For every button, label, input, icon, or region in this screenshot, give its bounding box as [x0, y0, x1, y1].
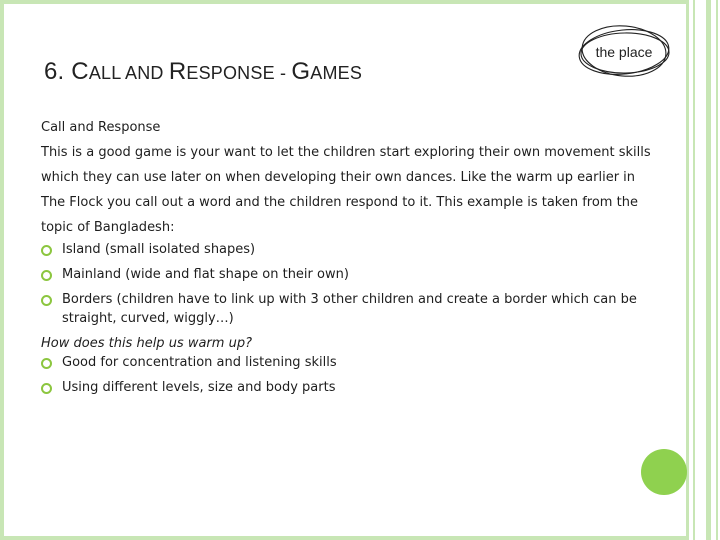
list-item: [41, 353, 661, 372]
benefits-list: [41, 353, 661, 397]
shape-list: [41, 240, 661, 328]
the-place-logo: [574, 22, 674, 82]
frame-bottom-border: [0, 536, 720, 540]
logo-text: the place: [595, 44, 653, 60]
frame-top-border: [0, 0, 720, 4]
intro-paragraph: This is a good game is your want to let the children start exploring their own movement skills which they can use later on when developing their own dances. Like the warm up earlier in The Flock you call out a word and the children respond to it. This example is taken from the topic of Bangladesh:: [41, 145, 651, 235]
item-term: Mainland: [62, 267, 122, 282]
frame-right-band: [686, 0, 720, 540]
item-description: (small isolated shapes): [100, 242, 256, 257]
item-text: Using different levels, size and body parts: [62, 380, 336, 395]
question-heading: How does this help us warm up?: [41, 336, 252, 351]
frame-right-stripe: [706, 0, 711, 540]
frame-left-border: [0, 0, 4, 540]
frame-right-stripe: [693, 0, 695, 540]
ring-bullet-icon: [41, 245, 52, 256]
slide-body: [41, 115, 661, 403]
list-item: [41, 378, 661, 397]
item-term: Island: [62, 242, 101, 257]
list-item: [41, 265, 661, 284]
list-item: [41, 290, 661, 328]
slide-title: 6. CALL AND RESPONSE - GAMES: [44, 58, 363, 85]
decorative-green-circle: [641, 449, 687, 495]
ring-bullet-icon: [41, 358, 52, 369]
ring-bullet-icon: [41, 383, 52, 394]
item-description: (wide and flat shape on their own): [121, 267, 349, 282]
item-description: (children have to link up with 3 other children and create a border which can be straight, curved, wiggly…): [62, 292, 637, 326]
item-term: Borders: [62, 292, 113, 307]
ring-bullet-icon: [41, 270, 52, 281]
ring-bullet-icon: [41, 295, 52, 306]
item-text: Good for concentration and listening skills: [62, 355, 337, 370]
frame-right-stripe: [716, 0, 718, 540]
subheading: Call and Response: [41, 120, 161, 135]
list-item: [41, 240, 661, 259]
